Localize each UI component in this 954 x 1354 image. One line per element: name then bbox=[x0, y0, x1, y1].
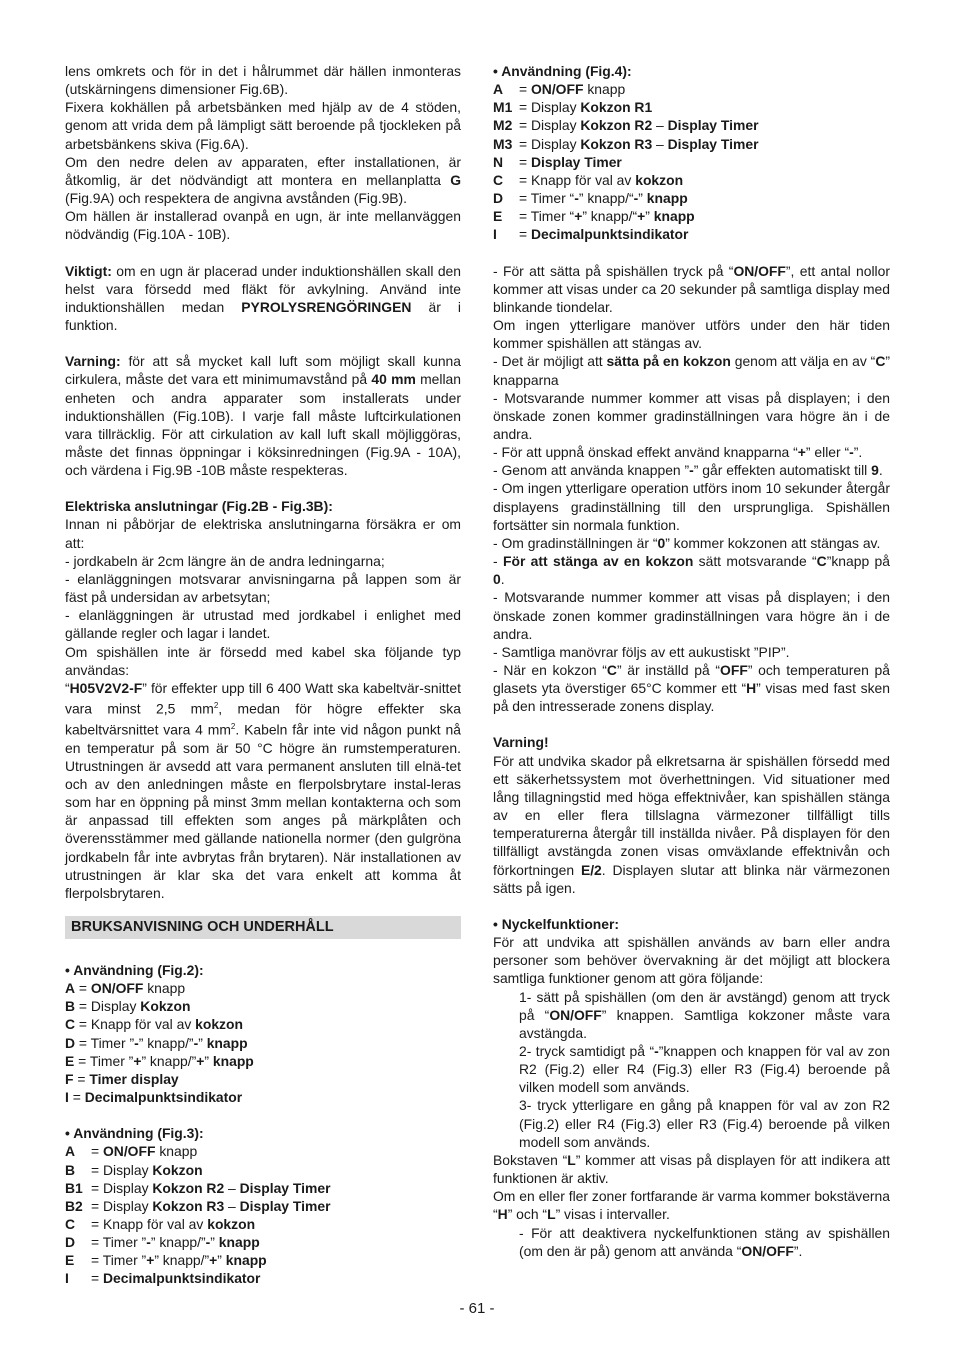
list-item: - jordkabeln är 2cm längre än de andra ledningarna; bbox=[65, 552, 385, 569]
legend-value: = Knapp för val av kokzon bbox=[519, 171, 684, 188]
legend-row bbox=[493, 225, 758, 243]
legend-row: D = Timer ”-” knapp/”-” knapp bbox=[65, 1034, 248, 1051]
instruction: - Det är möjligt att sätta på en kokzon genom att välja en av “C” knapparna bbox=[493, 353, 890, 388]
paragraph: Innan ni påbörjar de elektriska anslutningarna försäkra er om att: bbox=[65, 516, 461, 551]
paragraph: För att undvika skador på elkretsarna är spishällen försedd med ett säkerhetssystem mot överhettningen. Vid situationer med lång tillagningstid med höga effektnivåer, kan spishällen stänga av en eller flera tillslagna värmezoner tillfälligt tills temperaturerna återgår till inställda nivåer. På displayen för den tillfälligt avstängda zonen visas omväxlande effektnivån och förkortningen E/2. Displayen slutar att blinka när värmezonen sätts på igen. bbox=[493, 752, 890, 896]
legend-value: = Decimalpunktsindikator bbox=[91, 1270, 261, 1287]
legend-key: M3 bbox=[493, 135, 513, 152]
legend-key: E bbox=[65, 1252, 75, 1269]
page-number: - 61 - bbox=[459, 1300, 495, 1317]
legend-key: D bbox=[493, 190, 504, 207]
list-item: - elanläggningen motsvarar anvisningarna på lappen som är fäst på undersidan av arbetsytan; bbox=[65, 570, 461, 606]
section-subtitle: • Användning (Fig.2): bbox=[65, 961, 204, 978]
step-item: - För att deaktivera nyckelfunktionen stäng av spishällen (om den är på) genom att använda “ON/OFF”. bbox=[519, 1224, 890, 1259]
legend-key: N bbox=[493, 153, 504, 170]
legend-key: I bbox=[65, 1270, 69, 1287]
section-subtitle: Elektriska anslutningar (Fig.2B - Fig.3B): bbox=[65, 498, 333, 515]
right-column bbox=[493, 62, 890, 1260]
legend-value: = Display Timer bbox=[519, 153, 622, 170]
legend-key: B2 bbox=[65, 1197, 83, 1214]
instruction: Om ingen ytterligare manöver utförs under den här tiden kommer spishällen att stängas av. bbox=[493, 317, 890, 352]
left-column bbox=[65, 62, 461, 1288]
fig3-legend bbox=[65, 1142, 330, 1287]
paragraph: Om den nedre delen av apparaten, efter installationen, är åtkomlig, är det nödvändigt att montera en mellanplatta G (Fig.9A) och respektera de angivna avstånden (Fig.9B). bbox=[65, 153, 461, 207]
legend-value: = Display Kokzon R2 – Display Timer bbox=[91, 1179, 331, 1196]
paragraph: lens omkrets och för in det i hålrummet där hällen inmonteras (utskärningens dimensioner Fig.6B). bbox=[65, 63, 461, 98]
legend-row bbox=[493, 207, 758, 225]
instruction: - Motsvarande nummer kommer att visas på displayen; i den önskade zonen kommer gradinställningen vara högre än i de andra. bbox=[493, 589, 890, 642]
instruction: - Om gradinställningen är “0” kommer kokzonen att stängas av. bbox=[493, 534, 881, 551]
section-subtitle: • Användning (Fig.4): bbox=[493, 63, 632, 79]
legend-value: = Timer “+” knapp/“+” knapp bbox=[519, 208, 695, 225]
legend-value: = Display Kokzon R1 bbox=[519, 99, 653, 116]
legend-row bbox=[493, 171, 758, 189]
instruction: - När en kokzon “C” är inställd på “OFF” och temperaturen på glasets yta överstiger 65°C kommer ett “H” visas med fast sken på den intresserade zonens display. bbox=[493, 662, 890, 715]
instruction: - Om ingen ytterligare operation utförs inom 10 sekunder återgår displayens gradinställning till den ursprungliga. Spishällen fortsätter sin normala funktion. bbox=[493, 480, 890, 533]
legend-value: = Timer “-” knapp/“-” knapp bbox=[519, 190, 688, 207]
legend-key: D bbox=[65, 1234, 76, 1251]
legend-row bbox=[65, 1179, 330, 1197]
legend-row: I = Decimalpunktsindikator bbox=[65, 1089, 243, 1106]
legend-row bbox=[493, 153, 758, 171]
step-item: 3- tryck ytterligare en gång på knappen för val av zon R2 (Fig.2) eller R4 (Fig.3) eller R3 (Fig.4) beroende på vilken modell som används. bbox=[519, 1097, 890, 1150]
legend-row bbox=[493, 135, 758, 153]
instruction: - För att sätta på spishällen tryck på “ON/OFF”, ett antal nollor kommer att visas under ca 20 sekunder på samtliga display med blinkande tiondelar. bbox=[493, 262, 890, 315]
legend-row bbox=[65, 1251, 330, 1269]
legend-value: = Display Kokzon R3 – Display Timer bbox=[91, 1197, 331, 1214]
instruction: - Samtliga manövrar följs av ett aukustiskt ”PIP”. bbox=[493, 643, 790, 660]
paragraph: Fixera kokhällen på arbetsbänken med hjälp av de 4 stöden, genom att vrida dem på lämpligt sätt beroende på tjockleken på arbetsbänkens skiva (Fig.6A). bbox=[65, 99, 461, 152]
legend-row bbox=[65, 1161, 330, 1179]
legend-row bbox=[493, 116, 758, 134]
legend-row bbox=[493, 189, 758, 207]
paragraph: Om spishällen inte är försedd med kabel ska följande typ användas: bbox=[65, 643, 461, 678]
legend-key: E bbox=[493, 208, 503, 225]
legend-row bbox=[493, 98, 758, 116]
instruction: - För att uppnå önskad effekt använd knapparna “+” eller “-”. bbox=[493, 444, 863, 461]
varning-paragraph: Varning: för att så mycket kall luft som möjligt skall kunna cirkulera, måste det vara ett minimumavstånd på 40 mm mellan enheten och andra apparater som installerats under induktionshällen (Fig.10B). I varje fall måste luftcirkulationen vara tillräcklig. För att cirkulation av kall luft skall möjliggöras, måste det finnas öppningar i köksinredningen (Fig.9A - 10A), och värdena i Fig.9B -10B måste respekteras. bbox=[65, 353, 461, 479]
legend-row: F = Timer display bbox=[65, 1070, 179, 1087]
legend-value: = ON/OFF knapp bbox=[519, 81, 626, 98]
paragraph: För att undvika att spishällen används av barn eller andra personer som behöver övervakning är det möjligt att blockera samtliga funktioner genom att göra följande: bbox=[493, 934, 890, 987]
legend-row bbox=[65, 1233, 330, 1251]
fig2-legend bbox=[65, 979, 461, 1106]
legend-key: B bbox=[65, 1161, 76, 1178]
legend-row bbox=[493, 80, 758, 98]
legend-value: = Timer ”-” knapp/”-” knapp bbox=[91, 1234, 260, 1251]
fig4-legend bbox=[493, 80, 758, 243]
paragraph: Bokstaven “L” kommer att visas på displayen för att indikera att funktionen är aktiv. bbox=[493, 1151, 890, 1187]
legend-value: = Knapp för val av kokzon bbox=[91, 1216, 256, 1232]
legend-row bbox=[65, 1197, 330, 1215]
paragraph: Om en eller fler zoner fortfarande är varma kommer bokstäverna “H” och “L” visas i intervaller. bbox=[493, 1188, 890, 1223]
legend-key: B1 bbox=[65, 1179, 83, 1196]
instruction: - För att stänga av en kokzon sätt motsvarande “C”knapp på 0. bbox=[493, 553, 890, 588]
legend-key: A bbox=[65, 1143, 76, 1160]
section-header: BRUKSANVISNING OCH UNDERHÅLL bbox=[65, 916, 461, 939]
legend-row bbox=[65, 1142, 330, 1160]
legend-value: = Decimalpunktsindikator bbox=[519, 226, 689, 243]
legend-row: A = ON/OFF knapp bbox=[65, 980, 186, 997]
step-item: 2- tryck samtidigt på “-”knappen och knappen för val av zon R2 (Fig.2) eller R4 (Fig.3) eller R3 (Fig.4) beroende på vilken modell som används. bbox=[519, 1042, 890, 1096]
section-subtitle: • Användning (Fig.3): bbox=[65, 1125, 204, 1142]
legend-key: M2 bbox=[493, 117, 513, 134]
viktigt-paragraph: Viktigt: om en ugn är placerad under induktionshällen skall den helst vara försedd med fläkt för avkylning. Använd inte induktionshällen medan PYROLYSRENGÖRINGEN är i funktion. bbox=[65, 262, 461, 334]
legend-value: = ON/OFF knapp bbox=[91, 1143, 198, 1160]
paragraph: Om hällen är installerad ovanpå en ugn, är inte mellanväggen nödvändig (Fig.10A - 10B). bbox=[65, 208, 461, 243]
instruction: - Genom att använda knappen ”-” går effekten automatiskt till 9. bbox=[493, 462, 883, 479]
cable-paragraph: “H05V2V2-F” för effekter upp till 6 400 Watt ska kabeltvär-snittet vara minst 2,5 $mm^2$, medan för högre effekter ska kabeltvärsnittet vara 4 $mm^2$. Kabeln får inte vid någon punkt nå en temperatur på som är 50 °C högre än rumstemperaturen. Utrustningen är avsedd att vara permanent ansluten till elnä-tet och av den anledningen måste en flerpolsbrytare instal-leras som har en öppning på minst 3mm mellan kontakterna och som är anpassad till effekten som anges på märkplåten och överensstämmer med gällande nationella normer (den gulgröna jordkabeln får inte avbrytas från brytaren). När installationen av utrustningen är klar ska det vara enkelt att komma åt flerpolsbrytaren. bbox=[65, 679, 461, 901]
legend-key: C bbox=[65, 1216, 76, 1232]
legend-row: C = Knapp för val av kokzon bbox=[65, 1016, 243, 1033]
step-item: 1- sätt på spishällen (om den är avstängd) genom att tryck på “ON/OFF” knappen. Samtliga kokzoner måste vara avstängda. bbox=[519, 988, 890, 1041]
section-subtitle: • Nyckelfunktioner: bbox=[493, 915, 620, 932]
legend-key: C bbox=[493, 171, 504, 188]
legend-key: I bbox=[493, 226, 497, 243]
legend-key: A bbox=[493, 81, 504, 98]
legend-row: E = Timer ”+” knapp/”+” knapp bbox=[65, 1052, 254, 1069]
legend-value: = Display Kokzon R3 – Display Timer bbox=[519, 135, 759, 152]
list-item: - elanläggningen är utrustad med jordkabel i enlighet med gällande regler och lagar i landet. bbox=[65, 607, 461, 642]
legend-row bbox=[65, 1215, 330, 1233]
section-subtitle: Varning! bbox=[493, 734, 549, 751]
legend-row: B = Display Kokzon bbox=[65, 998, 191, 1015]
legend-row bbox=[65, 1269, 330, 1287]
legend-key: M1 bbox=[493, 99, 513, 116]
legend-value: = Display Kokzon R2 – Display Timer bbox=[519, 117, 759, 134]
legend-value: = Timer ”+” knapp/”+” knapp bbox=[91, 1252, 267, 1269]
legend-value: = Display Kokzon bbox=[91, 1161, 203, 1178]
instruction: - Motsvarande nummer kommer att visas på displayen; i den önskade zonen kommer gradinställningen vara högre än i de andra. bbox=[493, 389, 890, 442]
